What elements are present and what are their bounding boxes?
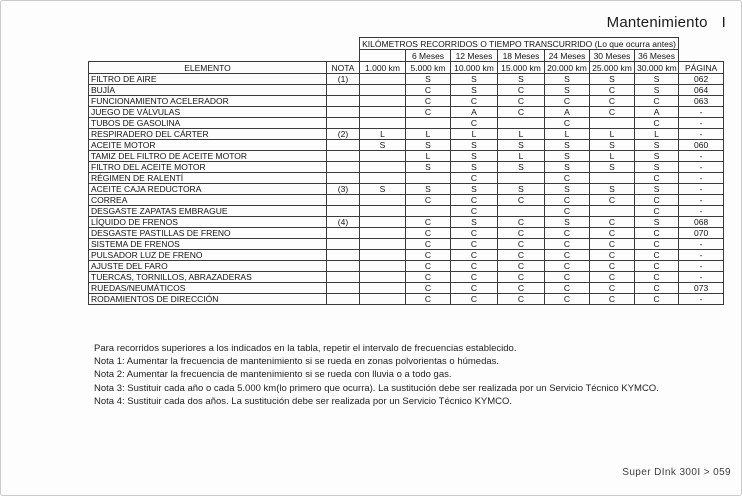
interval-value-cell: L: [406, 151, 451, 162]
interval-value-cell: S: [451, 74, 498, 85]
interval-value-cell: C: [635, 228, 679, 239]
interval-value-cell: S: [451, 162, 498, 173]
interval-value-cell: S: [498, 140, 545, 151]
pagina-cell: -: [679, 162, 724, 173]
pagina-cell: -: [679, 173, 724, 184]
page-title-section: I: [721, 14, 726, 31]
interval-value-cell: S: [545, 74, 590, 85]
interval-value-cell: C: [451, 272, 498, 283]
interval-value-cell: C: [451, 283, 498, 294]
interval-value-cell: C: [498, 272, 545, 283]
element-name-cell: LÍQUIDO DE FRENOS: [89, 217, 327, 228]
interval-value-cell: S: [360, 140, 406, 151]
pagina-cell: -: [679, 118, 724, 129]
interval-value-cell: S: [545, 162, 590, 173]
interval-value-cell: C: [545, 206, 590, 217]
month-header: 24 Meses: [545, 50, 590, 62]
interval-value-cell: C: [545, 118, 590, 129]
pagina-cell: 062: [679, 74, 724, 85]
interval-value-cell: S: [635, 217, 679, 228]
table-row: [89, 283, 724, 294]
interval-value-cell: C: [590, 250, 635, 261]
km-header: 5.000 km: [406, 62, 451, 74]
interval-value-cell: L: [590, 129, 635, 140]
pagina-cell: 063: [679, 96, 724, 107]
interval-value-cell: [360, 107, 406, 118]
pagina-cell: -: [679, 206, 724, 217]
pagina-cell: -: [679, 107, 724, 118]
interval-value-cell: C: [498, 85, 545, 96]
element-name-cell: FILTRO DEL ACEITE MOTOR: [89, 162, 327, 173]
interval-value-cell: C: [545, 294, 590, 305]
nota-cell: (3): [327, 184, 360, 195]
interval-value-cell: C: [451, 261, 498, 272]
note-line: Para recorridos superiores a los indicados en la tabla, repetir el intervalo de frecuencias establecido.: [94, 343, 517, 354]
interval-value-cell: C: [406, 239, 451, 250]
element-name-cell: ACEITE MOTOR: [89, 140, 327, 151]
interval-value-cell: [360, 283, 406, 294]
interval-value-cell: S: [406, 162, 451, 173]
interval-value-cell: [360, 96, 406, 107]
month-header: 18 Meses: [498, 50, 545, 62]
interval-value-cell: C: [498, 195, 545, 206]
table-row: [89, 173, 724, 184]
table-row: [89, 228, 724, 239]
table-row: [89, 140, 724, 151]
nota-cell: [327, 140, 360, 151]
interval-value-cell: C: [498, 217, 545, 228]
nota-cell: [327, 85, 360, 96]
interval-value-cell: C: [451, 195, 498, 206]
note-line: Nota 3: Sustituir cada año o cada 5.000 km(lo primero que ocurra). La sustitución debe ser realizada por un Servicio Técnico KYMCO.: [94, 382, 659, 394]
pagina-cell: -: [679, 184, 724, 195]
nota-column-header: NOTA: [327, 62, 360, 74]
interval-value-cell: A: [545, 107, 590, 118]
interval-value-cell: S: [498, 184, 545, 195]
nota-cell: [327, 151, 360, 162]
nota-cell: [327, 173, 360, 184]
interval-value-cell: C: [406, 217, 451, 228]
nota-cell: [327, 206, 360, 217]
interval-value-cell: S: [498, 74, 545, 85]
interval-value-cell: C: [635, 261, 679, 272]
table-row: [89, 162, 724, 173]
pagina-cell: -: [679, 272, 724, 283]
interval-value-cell: C: [635, 118, 679, 129]
interval-value-cell: C: [498, 250, 545, 261]
interval-value-cell: L: [360, 129, 406, 140]
maintenance-table: [88, 37, 724, 305]
km-header: 25.000 km: [590, 62, 635, 74]
pagina-cell: 068: [679, 217, 724, 228]
interval-value-cell: C: [590, 228, 635, 239]
interval-value-cell: C: [406, 107, 451, 118]
interval-value-cell: C: [545, 283, 590, 294]
kilometers-spanning-header: KILÓMETROS RECORRIDOS O TIEMPO TRANSCURRIDO (Lo que ocurra antes): [360, 38, 679, 50]
element-name-cell: TUERCAS, TORNILLOS, ABRAZADERAS: [89, 272, 327, 283]
interval-value-cell: S: [451, 151, 498, 162]
interval-value-cell: C: [635, 272, 679, 283]
maintenance-table-body: [89, 74, 724, 305]
interval-value-cell: [360, 151, 406, 162]
nota-cell: (4): [327, 217, 360, 228]
nota-cell: [327, 283, 360, 294]
table-row: [89, 239, 724, 250]
interval-value-cell: [406, 118, 451, 129]
element-name-cell: RÉGIMEN DE RALENTÍ: [89, 173, 327, 184]
nota-cell: [327, 228, 360, 239]
pagina-cell: -: [679, 239, 724, 250]
pagina-cell: -: [679, 261, 724, 272]
pagina-cell: 060: [679, 140, 724, 151]
interval-value-cell: C: [635, 173, 679, 184]
maintenance-table-wrapper: [88, 37, 724, 305]
interval-value-cell: C: [498, 283, 545, 294]
interval-value-cell: C: [406, 96, 451, 107]
km-header: 30.000 km: [635, 62, 679, 74]
nota-cell: [327, 162, 360, 173]
interval-value-cell: S: [590, 140, 635, 151]
interval-value-cell: C: [406, 283, 451, 294]
table-row: [89, 107, 724, 118]
element-name-cell: TAMIZ DEL FILTRO DE ACEITE MOTOR: [89, 151, 327, 162]
interval-value-cell: C: [635, 294, 679, 305]
interval-value-cell: C: [590, 283, 635, 294]
interval-value-cell: [360, 74, 406, 85]
interval-value-cell: [360, 250, 406, 261]
pagina-cell: -: [679, 250, 724, 261]
pagina-cell: -: [679, 294, 724, 305]
interval-value-cell: [590, 206, 635, 217]
interval-value-cell: S: [590, 74, 635, 85]
interval-value-cell: C: [590, 294, 635, 305]
interval-value-cell: [590, 118, 635, 129]
interval-value-cell: S: [360, 184, 406, 195]
interval-value-cell: [360, 118, 406, 129]
interval-value-cell: C: [451, 228, 498, 239]
interval-value-cell: S: [498, 162, 545, 173]
interval-value-cell: L: [498, 129, 545, 140]
interval-value-cell: S: [635, 74, 679, 85]
table-row: [89, 118, 724, 129]
table-row: [89, 151, 724, 162]
element-name-cell: RESPIRADERO DEL CÁRTER: [89, 129, 327, 140]
table-row: [89, 294, 724, 305]
months-empty-cell: [360, 50, 406, 62]
interval-value-cell: S: [451, 140, 498, 151]
table-row: [89, 195, 724, 206]
nota-cell: [327, 118, 360, 129]
interval-value-cell: [498, 206, 545, 217]
element-name-cell: DESGASTE ZAPATAS EMBRAGUE: [89, 206, 327, 217]
interval-value-cell: S: [545, 184, 590, 195]
interval-value-cell: C: [451, 294, 498, 305]
interval-value-cell: [360, 272, 406, 283]
interval-value-cell: C: [635, 96, 679, 107]
nota-cell: [327, 261, 360, 272]
interval-value-cell: S: [635, 162, 679, 173]
element-name-cell: PULSADOR LUZ DE FRENO: [89, 250, 327, 261]
interval-value-cell: C: [498, 107, 545, 118]
interval-value-cell: C: [545, 272, 590, 283]
interval-value-cell: C: [451, 250, 498, 261]
table-row: [89, 206, 724, 217]
interval-value-cell: [360, 217, 406, 228]
element-name-cell: AJUSTE DEL FARO: [89, 261, 327, 272]
interval-value-cell: S: [545, 140, 590, 151]
page-footer: Super DInk 300I > 059: [622, 467, 731, 478]
interval-value-cell: S: [635, 184, 679, 195]
interval-value-cell: C: [545, 239, 590, 250]
elemento-column-header: ELEMENTO: [89, 62, 327, 74]
interval-value-cell: C: [635, 206, 679, 217]
nota-cell: [327, 250, 360, 261]
pagina-column-header: PÁGINA: [679, 62, 724, 74]
km-header: 10.000 km: [451, 62, 498, 74]
interval-value-cell: [406, 206, 451, 217]
interval-value-cell: [360, 206, 406, 217]
interval-value-cell: [360, 85, 406, 96]
interval-value-cell: C: [451, 118, 498, 129]
interval-value-cell: L: [545, 129, 590, 140]
interval-value-cell: C: [406, 85, 451, 96]
table-row: [89, 250, 724, 261]
nota-cell: [327, 195, 360, 206]
km-header: 1.000 km: [360, 62, 406, 74]
table-row: [89, 74, 724, 85]
interval-value-cell: [498, 118, 545, 129]
interval-value-cell: C: [406, 261, 451, 272]
km-header: 20.000 km: [545, 62, 590, 74]
months-filler-left: [89, 50, 360, 62]
interval-value-cell: S: [635, 151, 679, 162]
interval-value-cell: C: [635, 239, 679, 250]
interval-value-cell: [360, 162, 406, 173]
element-name-cell: RUEDAS/NEUMÁTICOS: [89, 283, 327, 294]
nota-cell: (2): [327, 129, 360, 140]
interval-value-cell: C: [406, 228, 451, 239]
interval-value-cell: C: [451, 173, 498, 184]
interval-value-cell: C: [498, 294, 545, 305]
interval-value-cell: S: [635, 140, 679, 151]
interval-value-cell: A: [635, 107, 679, 118]
header-row-span: [89, 38, 724, 50]
interval-value-cell: C: [545, 228, 590, 239]
table-row: [89, 129, 724, 140]
table-row: [89, 272, 724, 283]
interval-value-cell: A: [451, 107, 498, 118]
interval-value-cell: [360, 228, 406, 239]
nota-cell: (1): [327, 74, 360, 85]
nota-cell: [327, 239, 360, 250]
page-title: [607, 14, 726, 31]
element-name-cell: BUJÍA: [89, 85, 327, 96]
interval-value-cell: C: [590, 217, 635, 228]
interval-value-cell: [360, 173, 406, 184]
interval-value-cell: S: [406, 184, 451, 195]
note-line: Nota 4: Sustituir cada dos años. La sustitución debe ser realizada por un Servicio Técnico KYMCO.: [94, 395, 513, 407]
interval-value-cell: [360, 261, 406, 272]
element-name-cell: CORREA: [89, 195, 327, 206]
element-name-cell: RODAMIENTOS DE DIRECCIÓN: [89, 294, 327, 305]
interval-value-cell: C: [451, 239, 498, 250]
interval-value-cell: C: [545, 250, 590, 261]
table-row: [89, 85, 724, 96]
interval-value-cell: [360, 294, 406, 305]
nota-cell: [327, 96, 360, 107]
month-header: 30 Meses: [590, 50, 635, 62]
interval-value-cell: [406, 173, 451, 184]
interval-value-cell: C: [406, 250, 451, 261]
note-line: Nota 2: Aumentar la frecuencia de mantenimiento si se rueda con lluvia o a todo gas.: [94, 369, 452, 381]
interval-value-cell: C: [545, 96, 590, 107]
interval-value-cell: S: [545, 85, 590, 96]
interval-value-cell: C: [451, 96, 498, 107]
interval-value-cell: C: [406, 195, 451, 206]
notes-block: [94, 342, 659, 408]
header-filler-left: [89, 38, 360, 50]
pagina-cell: -: [679, 151, 724, 162]
interval-value-cell: C: [590, 239, 635, 250]
interval-value-cell: S: [635, 85, 679, 96]
pagina-cell: -: [679, 195, 724, 206]
interval-value-cell: C: [406, 272, 451, 283]
interval-value-cell: [590, 173, 635, 184]
interval-value-cell: [498, 173, 545, 184]
element-name-cell: DESGASTE PASTILLAS DE FRENO: [89, 228, 327, 239]
month-header: 6 Meses: [406, 50, 451, 62]
pagina-cell: 064: [679, 85, 724, 96]
interval-value-cell: L: [635, 129, 679, 140]
element-name-cell: JUEGO DE VÁLVULAS: [89, 107, 327, 118]
header-row-km: [89, 62, 724, 74]
interval-value-cell: C: [545, 195, 590, 206]
interval-value-cell: C: [498, 96, 545, 107]
interval-value-cell: C: [590, 96, 635, 107]
nota-cell: [327, 272, 360, 283]
interval-value-cell: C: [590, 261, 635, 272]
interval-value-cell: C: [590, 85, 635, 96]
interval-value-cell: S: [545, 151, 590, 162]
interval-value-cell: L: [498, 151, 545, 162]
interval-value-cell: S: [590, 184, 635, 195]
interval-value-cell: C: [590, 272, 635, 283]
table-row: [89, 217, 724, 228]
table-row: [89, 96, 724, 107]
month-header: 36 Meses: [635, 50, 679, 62]
element-name-cell: FILTRO DE AIRE: [89, 74, 327, 85]
interval-value-cell: C: [545, 173, 590, 184]
page-title-main: Mantenimiento: [606, 14, 708, 31]
element-name-cell: SISTEMA DE FRENOS: [89, 239, 327, 250]
header-row-months: [89, 50, 724, 62]
interval-value-cell: [360, 195, 406, 206]
months-filler-right: [679, 50, 724, 62]
interval-value-cell: S: [590, 162, 635, 173]
interval-value-cell: L: [590, 151, 635, 162]
interval-value-cell: C: [635, 250, 679, 261]
nota-cell: [327, 107, 360, 118]
header-filler-right: [679, 38, 724, 50]
interval-value-cell: [360, 239, 406, 250]
interval-value-cell: C: [545, 261, 590, 272]
km-header: 15.000 km: [498, 62, 545, 74]
element-name-cell: ACEITE CAJA REDUCTORA: [89, 184, 327, 195]
pagina-cell: -: [679, 129, 724, 140]
interval-value-cell: S: [545, 217, 590, 228]
interval-value-cell: S: [406, 74, 451, 85]
note-line: Nota 1: Aumentar la frecuencia de mantenimiento si se rueda en zonas polvorientas o húmedas.: [94, 356, 500, 368]
interval-value-cell: L: [451, 129, 498, 140]
interval-value-cell: C: [451, 206, 498, 217]
interval-value-cell: S: [406, 140, 451, 151]
element-name-cell: FUNCIONAMIENTO ACELERADOR: [89, 96, 327, 107]
interval-value-cell: C: [635, 195, 679, 206]
element-name-cell: TUBOS DE GASOLINA: [89, 118, 327, 129]
interval-value-cell: C: [590, 107, 635, 118]
interval-value-cell: C: [590, 195, 635, 206]
interval-value-cell: C: [635, 283, 679, 294]
interval-value-cell: L: [406, 129, 451, 140]
month-header: 12 Meses: [451, 50, 498, 62]
interval-value-cell: C: [406, 294, 451, 305]
interval-value-cell: C: [498, 239, 545, 250]
interval-value-cell: S: [451, 217, 498, 228]
interval-value-cell: S: [451, 85, 498, 96]
interval-value-cell: S: [451, 184, 498, 195]
table-row: [89, 261, 724, 272]
interval-value-cell: C: [498, 228, 545, 239]
nota-cell: [327, 294, 360, 305]
interval-value-cell: C: [498, 261, 545, 272]
table-row: [89, 184, 724, 195]
pagina-cell: 070: [679, 228, 724, 239]
pagina-cell: 073: [679, 283, 724, 294]
